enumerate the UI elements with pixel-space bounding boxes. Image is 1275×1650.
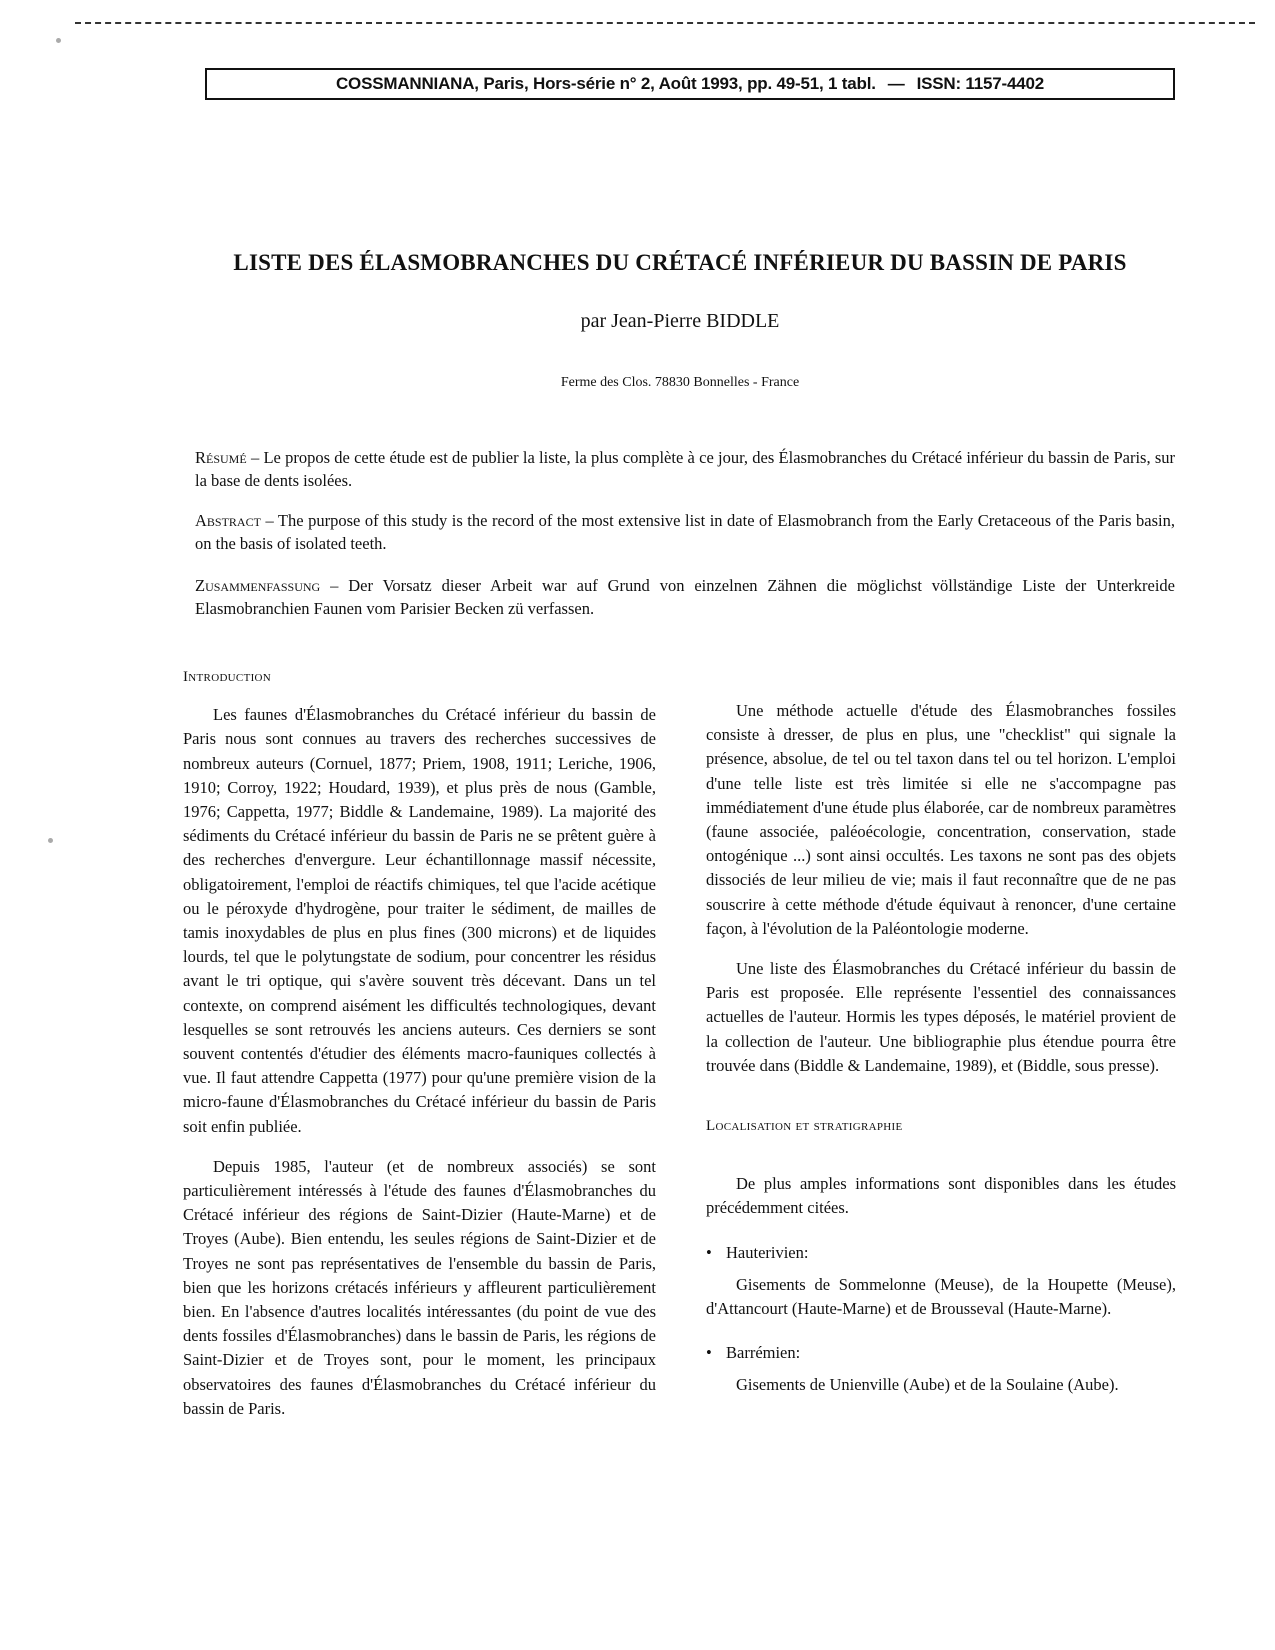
zusammenfassung-paragraph: [195, 574, 1175, 620]
localisation-intro: De plus amples informations sont disponibles dans les études précédemment citées.: [706, 1174, 1176, 1218]
top-scan-rule: [75, 22, 1255, 24]
stage-sites: Gisements de Unienville (Aube) et de la Soulaine (Aube).: [736, 1375, 1119, 1395]
paper-author: par Jean-Pierre BIDDLE: [580, 310, 780, 332]
stage-barremien: [706, 1341, 1176, 1365]
stage-name: Barrémien:: [726, 1343, 801, 1363]
resume-paragraph: [195, 446, 1175, 492]
scan-speck: [48, 838, 53, 843]
scan-speck: [56, 38, 61, 43]
header-separator: —: [887, 74, 905, 93]
intro-paragraph-1: Les faunes d'Élasmobranches du Crétacé inférieur du bassin de Paris nous sont connues au travers des recherches successives de nombreux auteurs (Cornuel, 1877; Priem, 1908, 1911; Leriche, 1906, 1910; Corroy, 1922; Houdard, 1939), et plus près de nous (Gamble, 1976; Cappetta, 1977; Biddle & Landemaine, 1989). La majorité des sédiments du Crétacé inférieur du bassin de Paris ne se prêtent guère à des recherches d'envergure. Leur échantillonnage massif nécessite, obligatoirement, l'emploi de réactifs chimiques, tel que l'acide acétique ou le péroxyde d'hydrogène, pour traiter le sédiment, de mailles de tamis inoxydables de plus en plus fines (300 microns) et de liquides lourds, tel que le polytungstate de sodium, pour concentrer les résidus avant le tri optique, qui s'avère souvent très décevant. Dans un tel contexte, on comprend aisément les difficultés technologiques, devant lesquelles se sont retrouvés les anciens auteurs. Ces derniers se sont souvent contentés d'étudier des éléments macro-fauniques collectés à vue. Il faut attendre Cappetta (1977) pour qu'une première vision de la micro-faune d'Élasmobranches du Crétacé inférieur du bassin de Paris soit enfin publiée.: [183, 705, 656, 1136]
left-column: [183, 665, 656, 1437]
journal-issn: ISSN: 1157-4402: [916, 74, 1044, 93]
introduction-heading: Introduction: [183, 669, 272, 685]
stage-hauterivien: [706, 1241, 1176, 1265]
intro-paragraph-2: Depuis 1985, l'auteur (et de nombreux associés) se sont particulièrement intéressés à l'étude des faunes d'Élasmobranches du Crétacé inférieur des régions de Saint-Dizier (Haute-Marne) et de Troyes (Aube). Bien entendu, les seules régions de Saint-Dizier et de Troyes ne sont pas représentatives de l'ensemble du bassin de Paris, bien que les horizons crétacés inférieurs y affleurent particulièrement bien. En l'absence d'autres localités intéressantes (du point de vue des dents fossiles d'Élasmobranches) dans le bassin de Paris, les régions de Saint-Dizier et de Troyes sont, pour le moment, les principaux observatoires des faunes d'Élasmobranches du Crétacé inférieur du bassin de Paris.: [183, 1156, 656, 1418]
journal-citation: COSSMANNIANA, Paris, Hors-série n° 2, Août 1993, pp. 49-51, 1 tabl.: [335, 74, 876, 93]
bullet-icon: •: [706, 1242, 712, 1262]
bullet-icon: •: [706, 1343, 712, 1363]
resume-text: – Le propos de cette étude est de publier la liste, la plus complète à ce jour, des Élasmobranches du Crétacé inférieur du bassin de Paris, sur la base de dents isolées.: [195, 448, 1175, 490]
journal-header-box: [205, 68, 1175, 100]
stage-name: Hauterivien:: [726, 1242, 809, 1262]
zusammenfassung-label: Zusammenfassung: [195, 576, 321, 595]
localisation-heading: Localisation et stratigraphie: [706, 1118, 903, 1135]
zusammenfassung-text: – Der Vorsatz dieser Arbeit war auf Grund von einzelnen Zähnen die möglichst völlständige Liste der Unterkreide Elasmobranchien Faunen vom Parisier Becken zü verfassen.: [195, 576, 1175, 618]
author-address: Ferme des Clos. 78830 Bonnelles - France: [560, 375, 800, 390]
abstract-text: – The purpose of this study is the record of the most extensive list in date of Elasmobranch from the Early Cretaceous of the Paris basin, on the basis of isolated teeth.: [195, 511, 1175, 553]
stage-sites: Gisements de Sommelonne (Meuse), de la Houpette (Meuse), d'Attancourt (Haute-Marne) et de Brousseval (Haute-Marne).: [706, 1274, 1176, 1319]
list-paragraph: Une liste des Élasmobranches du Crétacé inférieur du bassin de Paris est proposée. Elle représente l'essentiel des connaissances actuelles de l'auteur. Hormis les types déposés, le matériel provient de la collection de l'auteur. Une bibliographie plus étendue pourra être trouvée dans (Biddle & Landemaine, 1989), et (Biddle, sous presse).: [706, 959, 1176, 1075]
resume-label: Résumé: [195, 448, 247, 467]
paper-title: LISTE DES ÉLASMOBRANCHES DU CRÉTACÉ INFÉRIEUR DU BASSIN DE PARIS: [233, 250, 1127, 275]
method-paragraph: Une méthode actuelle d'étude des Élasmobranches fossiles consiste à dresser, de plus en plus, une "checklist" qui signale la présence, absolue, de tel ou tel taxon dans tel ou tel horizon. L'emploi d'une telle liste est très limitée si elle ne s'accompagne pas immédiatement d'une étude plus élaborée, car de nombreux paramètres (faune associée, paléoécologie, concentration, conservation, stade ontogénique ...) sont ainsi occultés. Les taxons ne sont pas des objets dissociés de leur milieu de vie; mais il faut reconnaître que de ne pas souscrire à cette méthode d'étude équivaut à renoncer, d'une certaine façon, à l'évolution de la Paléontologie moderne.: [706, 701, 1176, 938]
right-column: [706, 699, 1176, 1402]
abstract-label: Abstract: [195, 511, 261, 530]
abstract-paragraph: [195, 509, 1175, 555]
